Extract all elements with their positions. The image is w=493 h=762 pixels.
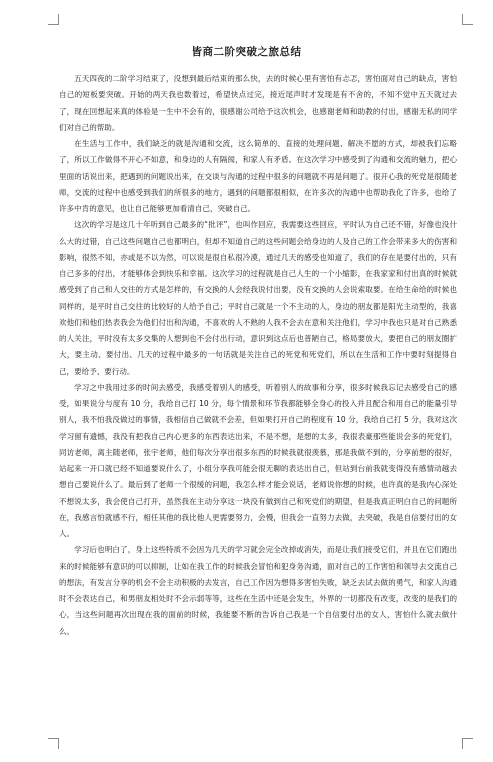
crop-mark-bottom-left bbox=[48, 738, 59, 749]
document-body bbox=[59, 71, 457, 640]
crop-mark-bottom-right bbox=[462, 738, 473, 749]
paragraph-5: 学习后也明白了，身上这些特质不会因为几天的学习就会完全改掉或消失，而是让我们接受它们，并且在它们跑出来的时候能够有意识的可以抑制，让如在我工作的时候我会冒怕和犯身务沟通，面对自己的工作害怕和领导去交流自己的想法，有发言分享的机会不会主动积极的去发言，自己工作因为想得多害怕失败，缺乏去试去做的勇气，和家人沟通时不会表达自己，和男朋友相处时不会示弱等等，这些在生活中还是会发生，外界的一切都没有改变，改变的是我们的心，当这些问题再次出现在我的面前的时候，我能要不断的告诉自己我是一个自信要付出的女人，害怕什么就去做什么。 bbox=[59, 545, 457, 636]
paragraph-4: 学习之中我用过多的时间去感受，我感受着别人的感受，听着别人的故事和分享，很多时候我忘记去感受自己的感受，如果说分与度有 10 分，我给自己打 10 分，每个情景和环节我都能够全身心的投入并且配合和用自己的能量引导别人，我不怕我没做过的事情，我相信自己做就不会差，但如果打开自己的程度有 10 分，我给自己打 5 分，我对这次学习留有遗憾，我没有把我自己内心更多的东西表达出来，不是不想，是想的太多，我很表豪那些能说会多的死党们，同访老师，离主随老师，张宇老师，他们每次分享出很多东西的时候我就很羡慕，那是我做不到的，分享前想的很好，站起来一开口就已经不知道要说什么了，小组分享我可能会很无聊的表达出自己，但站到台前我就变得没有感情动越去想自己要说什么了。最后到了老师一个很缓的问题，我怎么样才能会说话，老师说你想的时候，也许真的是我内心深处不想说太多，我会使自己打开，虽然我在主动分享这一块没有做到自己和死党们的期望，但是我真正明白自己的问题所在，我感言怕就感不行，相任其他的我比他人更需要努力，会慢，但我会一直努力去做，去突破，我是自信要付出的女人。 bbox=[59, 382, 457, 538]
document-title: 皆商二阶突破之旅总结 bbox=[191, 46, 302, 58]
crop-mark-top-right bbox=[462, 14, 473, 25]
paragraph-1: 五天四夜的二阶学习结束了，没想到最后结束的那么快，去的时候心里有害怕有忐忑，害怕面对自己的缺点，害怕自己的短板要突破。开始的两天我也数着过，希望快点过完，接近尾声时才发现是有不舍的，不知不觉中五天就过去了，现在回想起来真的体验是一生中不会有的，很感谢公司给予这次机会，也感谢老师和助教的付出，感谢无私的同学们对自己的帮助。 bbox=[59, 74, 457, 132]
paragraph-2: 在生活与工作中，我们缺乏的就是沟通和交流，这么简单的、直接的处理问题、解决不愿的方式，却被我们忘略了，所以工作做得不开心不如意，和身边的人有隔阂，和家人有矛盾。在这次学习中感受到了沟通和交流的魅力，把心里面的话说出来，把遇到的问题说出来，在交谈与沟通的过程中很多的问题就不再是问题了。很开心我的死党是很随老师，交流的过程中也感受到我们的所很多的地方，遇到的问题都很相似，在许多次的沟通中也帮助我化了许多，也给了许多中肯的意见，也让自己能够更加看清自己，突破自己。 bbox=[59, 139, 457, 213]
paragraph-3: 这次的学习是这几十年听到自己最多的“批评”，也叫作回应，我需要这些回应，平时认为自己还不错，好像也没什么大的过错，自己这些问题自己也都明白，但却不知道自己的这些问题会给身边的人及自己的工作会带来多大的伤害和影响，很然不知，亦或是不以为然，可以说是很自私很冷漠，通过几天的感受也知道了，我们的存在是要付出的，只有自己多多的付出，才能够体会到快乐和幸福。这次学习的过程就是自己人生的一个小缩影，在我家家和付出真的时候就感受到了自己和人交往的方式是怎样的，有交换的人会经我说付出要，没有交换的人会说索取要。在给生命给的时候也同样的，是平时自己交往的比较好的人给予自己；平时自己就是一个不主动的人，身边的朋友都是阳光主动型的，我喜欢他们和他们热表我会为他们付出和沟通，不喜欢的人不熟的人我不会去在意和关注他们，学习中我也只是对自己熟悉的人关注，平时没有太多交集的人想到也不会付出行动，意识到这点后也普陋自己，格局要放大，要把自己的朋友圈扩大，要主动、要付出、几天的过程中最多的一句话就是关注自己的死党和死党们，所以在生活和工作中要时刻提得自己，要给予、要行动。 bbox=[59, 220, 457, 376]
crop-mark-top-left bbox=[48, 14, 59, 25]
